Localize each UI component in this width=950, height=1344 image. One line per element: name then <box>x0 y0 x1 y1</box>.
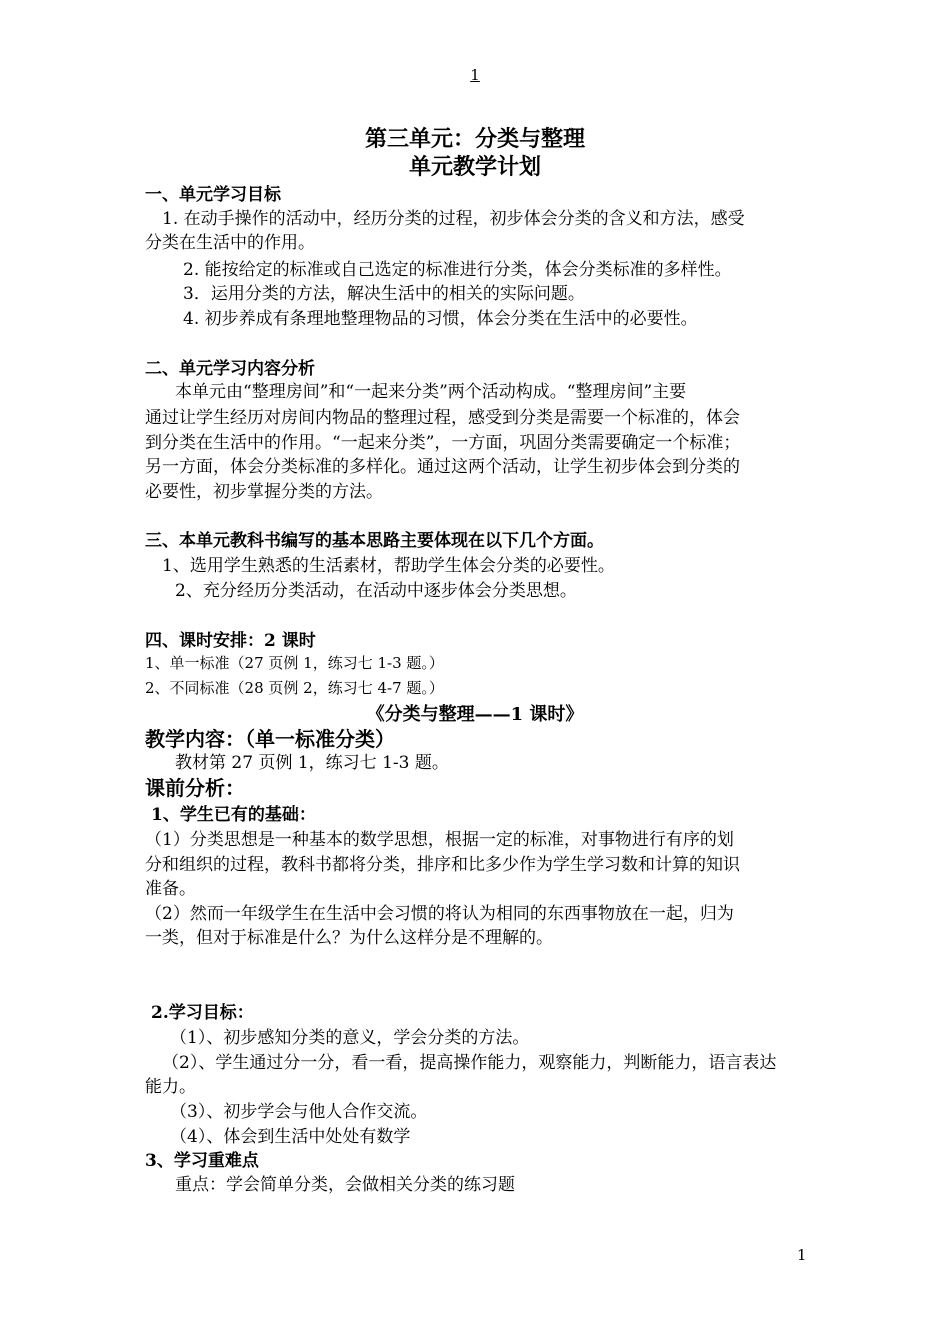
lesson-goal-2b: 能力。 <box>145 1077 196 1097</box>
analysis-line-2: 通过让学生经历对房间内物品的整理过程，感受到分类是需要一个标准的，体会 <box>145 408 740 428</box>
basis-line-2: 分和组织的过程，教科书都将分类，排序和比多少作为学生学习数和计算的知识 <box>145 855 740 875</box>
analysis-line-5: 必要性，初步掌握分类的方法。 <box>145 482 383 502</box>
approach-item-2: 2、充分经历分类活动，在活动中逐步体会分类思想。 <box>175 581 577 601</box>
analysis-line-1: 本单元由“整理房间”和“一起来分类”两个活动构成。“整理房间”主要 <box>175 382 687 402</box>
content-heading: 教学内容：（单一标准分类） <box>145 727 395 751</box>
basis-line-1: （1）分类思想是一种基本的数学思想，根据一定的标准，对事物进行有序的划 <box>145 830 734 850</box>
section3-heading: 三、本单元教科书编写的基本思路主要体现在以下几个方面。 <box>145 531 604 551</box>
header-page-number: 1 <box>470 66 480 84</box>
goal-item-4: 4. 初步养成有条理地整理物品的习惯，体会分类在生活中的必要性。 <box>183 309 698 329</box>
basis-line-3: 准备。 <box>145 879 196 899</box>
content-text: 教材第 27 页例 1，练习七 1-3 题。 <box>175 753 449 773</box>
approach-item-1: 1、选用学生熟悉的生活素材，帮助学生体会分类的必要性。 <box>162 556 615 576</box>
goal-item-1b: 分类在生活中的作用。 <box>145 233 315 253</box>
basis-line-5: 一类，但对于标准是什么？为什么这样分是不理解的。 <box>145 928 553 948</box>
goals-heading: 2.学习目标： <box>151 1003 254 1023</box>
section2-heading: 二、单元学习内容分析 <box>145 359 315 379</box>
section1-heading: 一、单元学习目标 <box>145 185 281 205</box>
basis-heading: 1、学生已有的基础： <box>151 805 316 825</box>
lesson-goal-1: （1）、初步感知分类的意义，学会分类的方法。 <box>170 1028 530 1048</box>
basis-line-4: （2）然而一年级学生在生活中会习惯的将认为相同的东西事物放在一起，归为 <box>145 904 734 924</box>
lesson-title: 《分类与整理——1 课时》 <box>366 704 584 725</box>
analysis-line-4: 另一方面，体会分类标准的多样化。通过这两个活动，让学生初步体会到分类的 <box>145 457 740 477</box>
schedule-item-1: 1、单一标准（27 页例 1，练习七 1-3 题。） <box>145 654 444 672</box>
analysis-line-3: 到分类在生活中的作用。“一起来分类”，一方面，巩固分类需要确定一个标准； <box>145 433 741 453</box>
lesson-goal-2a: （2）、学生通过分一分，看一看，提高操作能力，观察能力，判断能力，语言表达 <box>162 1053 777 1073</box>
schedule-item-2: 2、不同标准（28 页例 2，练习七 4-7 题。） <box>145 679 444 697</box>
lesson-goal-4: （4）、体会到生活中处处有数学 <box>170 1127 411 1147</box>
plan-title: 单元教学计划 <box>408 154 541 180</box>
section4-heading: 四、课时安排：2 课时 <box>145 631 316 651</box>
goal-item-2: 2. 能按给定的标准或自己选定的标准进行分类，体会分类标准的多样性。 <box>183 260 732 280</box>
footer-page-number: 1 <box>797 1246 807 1264</box>
key-points-heading: 3、学习重难点 <box>145 1151 259 1171</box>
key-points-text: 重点：学会简单分类，会做相关分类的练习题 <box>175 1175 515 1195</box>
analysis-heading: 课前分析： <box>145 776 245 800</box>
lesson-goal-3: （3）、初步学会与他人合作交流。 <box>170 1102 428 1122</box>
unit-title: 第三单元：分类与整理 <box>364 126 585 152</box>
goal-item-3: 3．运用分类的方法，解决生活中的相关的实际问题。 <box>183 284 585 304</box>
goal-item-1a: 1. 在动手操作的活动中，经历分类的过程，初步体会分类的含义和方法，感受 <box>162 209 745 229</box>
